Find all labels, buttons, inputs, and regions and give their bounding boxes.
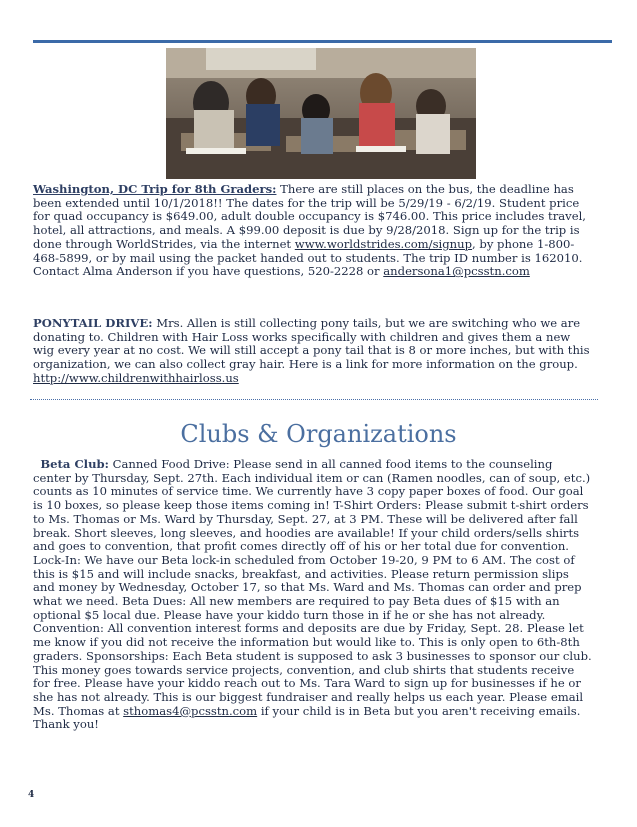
worldstrides-link[interactable]: www.worldstrides.com/signup [294,236,473,251]
hairloss-link[interactable]: http://www.childrenwithhairloss.us [33,370,239,385]
ponytail-paragraph [33,317,593,386]
ponytail-heading: PONYTAIL DRIVE: [33,316,153,330]
beta-club-label: Beta Club: [40,457,109,471]
dc-trip-heading: Washington, DC Trip for 8th Graders: [33,182,277,196]
section-divider [30,399,598,400]
beta-club-text: Canned Food Drive: Please send in all canned food items to the counseling center by Thursday, Sept. 27th. Each individual item or can (Ramen noodles, can of soup, etc.) counts as 10 minutes of service time. We currently have 3 copy paper boxes of food. Our goal is 10 boxes, so please keep those items coming in! T-Shirt Orders: Please submit t-shirt orders to Ms. Thomas or Ms. Ward by Thursday, Sept. 27, at 3 PM. These will be delivered after fall break. Short sleeves, long sleeves, and hoodies are available! If your child orders/sells shirts and goes to convention, that profit comes directly off of his or her total due for convention. Lock-In: We have our Beta lock-in scheduled from October 19-20, 9 PM to 6 AM. The cost of this is $15 and will include snacks, breakfast, and activities. Please return permission slips and money by Wednesday, October 17, so that Ms. Ward and Ms. Thomas can order and prep what we need. Beta Dues: All new members are required to pay Beta dues of $15 with an optional $5 local due. Please have your kiddo turn those in if he or she has not already. Convention: All convention interest forms and deposits are due by Friday, Sept. 28. Please let me know if you did not receive the information but would like to. This is only open to 6th-8th graders. Sponsorships: Each Beta student is supposed to ask 3 businesses to sponsor our club. This money goes towards service projects, convention, and club shirts that students receive for free. Please have your kiddo reach out to Ms. Tara Ward to sign up for businesses if he or she has not already. This is our biggest fundraiser and really helps us each year. Please email Ms. Thomas at [33,457,592,718]
thomas-email-link[interactable]: sthomas4@pcsstn.com [123,703,258,718]
dc-trip-text-2: , by phone 1-800-468-5899, or by mail using the packet handed out to students. The trip ID number is 162010. Contact Alma Anderson if you have questions, 520-2228 or [33,236,583,279]
section-title: Clubs & Organizations [180,420,457,448]
page-number: 4 [28,790,35,800]
classroom-photo [166,48,476,179]
dc-trip-paragraph [33,183,593,279]
dc-trip-text-1: There are still places on the bus, the deadline has been extended until 10/1/2018!! The dates for the trip will be 5/29/19 - 6/2/19. Student price for quad occupancy is $649.00, adult double occupancy is $746.00. This price includes travel, hotel, all attractions, and meals. A $99.00 deposit is due by 9/28/2018. Sign up for the trip is done through WorldStrides, via the internet [33,182,586,251]
beta-club-paragraph [33,458,593,732]
beta-club-text-end: if your child is in Beta but you aren't receiving emails. Thank you! [33,703,581,732]
top-divider [33,40,612,43]
anderson-email-link[interactable]: andersona1@pcsstn.com [383,264,530,279]
ponytail-text: Mrs. Allen is still collecting pony tails, but we are switching who we are donating to. Children with Hair Loss works specifically with children and gives them a new wig every year at no cost. We will still accept a pony tail that is 8 or more inches, but with this organization, we can also collect gray hair. Here is a link for more information on the group. [33,316,590,372]
